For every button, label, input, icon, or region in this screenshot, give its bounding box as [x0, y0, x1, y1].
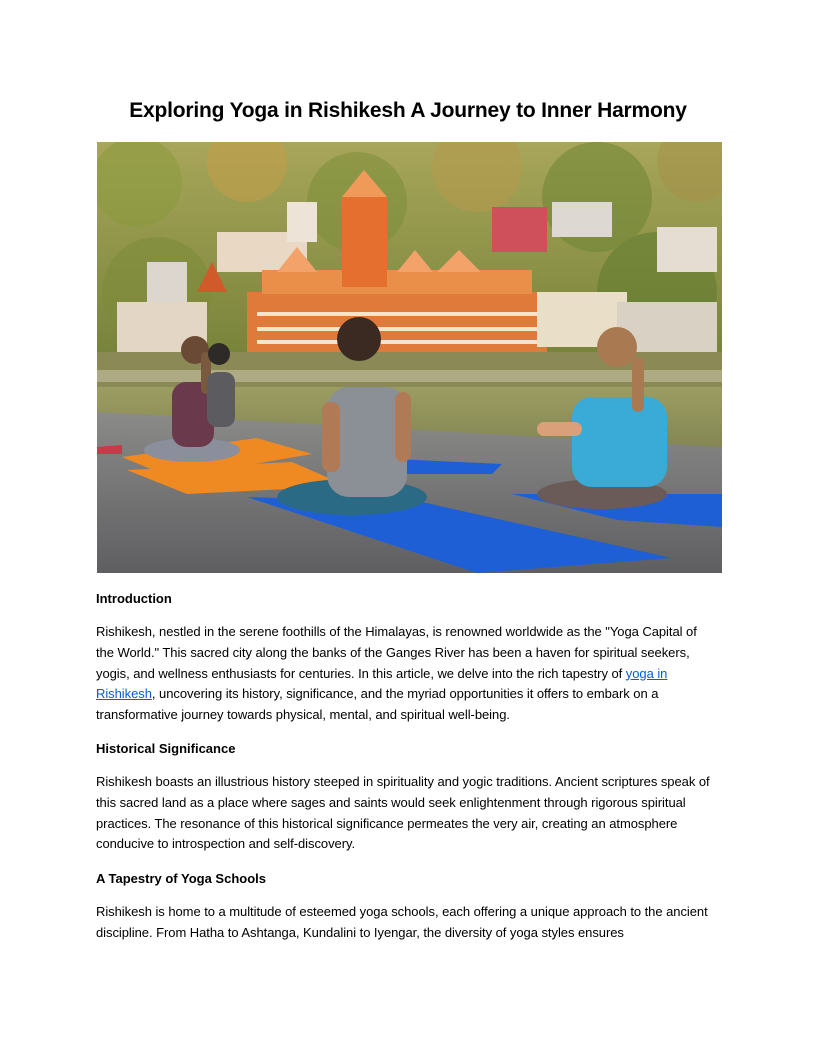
- section-paragraph-introduction: [96, 622, 718, 726]
- document-title: Exploring Yoga in Rishikesh A Journey to Inner Harmony: [129, 99, 687, 122]
- section-heading-yoga-schools: A Tapestry of Yoga Schools: [96, 871, 266, 886]
- section-paragraph-historical-significance: Rishikesh boasts an illustrious history steeped in spirituality and yogic traditions. Ancient scriptures speak of this sacred land as a place where sages and saints would seek enlightenment through rigorous spiritual practices. The resonance of this historical significance permeates the very air, creating an atmosphere conducive to introspection and self-discovery.: [96, 774, 710, 852]
- section-paragraph-yoga-schools: Rishikesh is home to a multitude of esteemed yoga schools, each offering a unique approach to the ancient discipline. From Hatha to Ashtanga, Kundalini to Iyengar, the diversity of yoga styles ensures: [96, 904, 708, 940]
- intro-text-after-link: , uncovering its history, significance, and the myriad opportunities it offers to embark on a transformative journey towards physical, mental, and spiritual well-being.: [96, 686, 659, 723]
- section-heading-introduction: Introduction: [96, 591, 172, 606]
- yoga-riverside-photo: [97, 142, 722, 573]
- section-heading-historical-significance: Historical Significance: [96, 741, 236, 756]
- yoga-in-rishikesh-link[interactable]: yoga in Rishikesh: [96, 665, 668, 702]
- photo-yoga-by-ganges-icon: [97, 142, 722, 573]
- intro-text-before-link: Rishikesh, nestled in the serene foothills of the Himalayas, is renowned worldwide as the "Yoga Capital of the World." This sacred city along the banks of the Ganges River has been a haven for spiritual seekers, yogis, and wellness enthusiasts for centuries. In this article, we delve into the rich tapestry of: [96, 624, 697, 681]
